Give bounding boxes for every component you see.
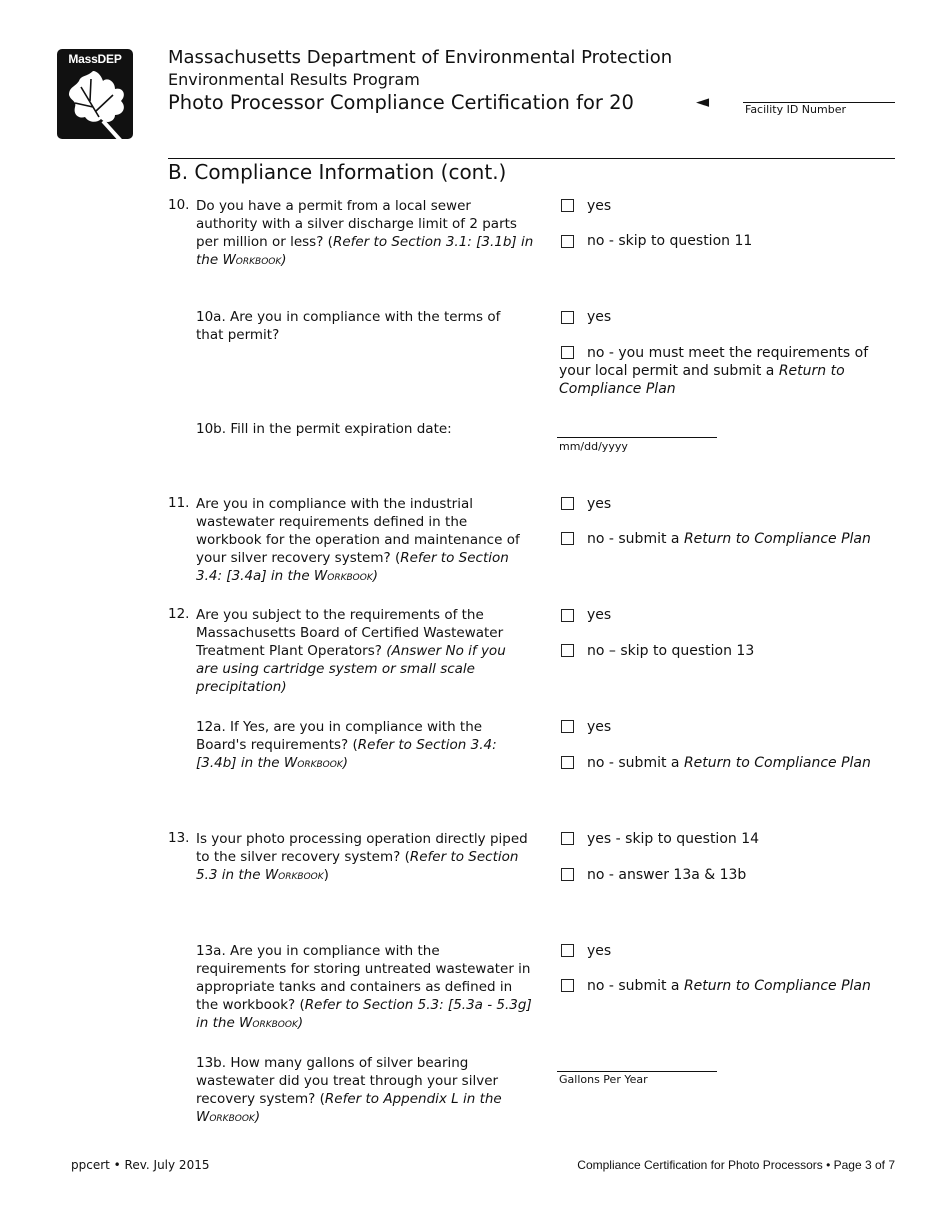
question-13a-text: 13a. Are you in compliance with the requirements for storing untreated wastewater in appropriate tanks and containers as defined in the workbook? (Refer to Section 5.3: [5.3a - 5.3g] in the Workbook) bbox=[196, 943, 532, 1031]
q10-yes-checkbox[interactable] bbox=[561, 199, 574, 212]
facility-id-label: Facility ID Number bbox=[745, 103, 846, 116]
question-number: 12. bbox=[168, 606, 190, 622]
question-13b-text: 13b. How many gallons of silver bearing wastewater did you treat through your silver recovery system? (Refer to Appendix L in the Workbook) bbox=[196, 1055, 502, 1125]
q12-no-checkbox[interactable] bbox=[561, 644, 574, 657]
q11-yes-checkbox[interactable] bbox=[561, 497, 574, 510]
question-10a-text: 10a. Are you in compliance with the terms of that permit? bbox=[196, 309, 501, 343]
q13-yes-label: yes - skip to question 14 bbox=[587, 831, 760, 847]
q10a-yes-label: yes bbox=[587, 309, 612, 325]
footer-page-info: Compliance Certification for Photo Processors • Page 3 of 7 bbox=[577, 1158, 895, 1172]
q12a-no-label: no - submit a Return to Compliance Plan bbox=[587, 755, 871, 771]
date-format-label: mm/dd/yyyy bbox=[559, 440, 628, 453]
q13a-no-label: no - submit a Return to Compliance Plan bbox=[587, 978, 871, 994]
q12a-yes-label: yes bbox=[587, 719, 612, 735]
section-divider bbox=[168, 158, 895, 159]
q13-no-label: no - answer 13a & 13b bbox=[587, 867, 747, 883]
question-10-text: Do you have a permit from a local sewer authority with a silver discharge limit of 2 parts per million or less? (Refer to Section 3.1: [3.1b] in the Workbook) bbox=[196, 198, 534, 268]
arrow-left-icon: ◄ bbox=[696, 92, 710, 112]
q12a-no-checkbox[interactable] bbox=[561, 756, 574, 769]
q13a-yes-checkbox[interactable] bbox=[561, 944, 574, 957]
q10-no-label: no - skip to question 11 bbox=[587, 233, 753, 249]
massdep-logo bbox=[57, 49, 133, 141]
q12-no-label: no – skip to question 13 bbox=[587, 643, 755, 659]
q13-no-checkbox[interactable] bbox=[561, 868, 574, 881]
form-title: Photo Processor Compliance Certification for 20 bbox=[168, 91, 634, 114]
q10-yes-label: yes bbox=[587, 198, 612, 214]
q12-yes-label: yes bbox=[587, 607, 612, 623]
q13a-yes-label: yes bbox=[587, 943, 612, 959]
gallons-per-year-field[interactable] bbox=[557, 1071, 717, 1072]
q12a-yes-checkbox[interactable] bbox=[561, 720, 574, 733]
department-name: Massachusetts Department of Environmental Protection bbox=[168, 47, 673, 68]
q12-yes-checkbox[interactable] bbox=[561, 609, 574, 622]
question-11-text: Are you in compliance with the industrial wastewater requirements defined in the workbook for the operation and maintenance of your silver recovery system? (Refer to Section 3.4: [3.4a] in the Workbook) bbox=[196, 496, 520, 584]
question-13-text: Is your photo processing operation directly piped to the silver recovery system? (Refer to Section 5.3 in the Workbook) bbox=[196, 831, 528, 883]
question-12-text: Are you subject to the requirements of the Massachusetts Board of Certified Wastewater Treatment Plant Operators? (Answer No if you are using cartridge system or small scale precipitation) bbox=[196, 607, 506, 695]
permit-expiration-date-field[interactable] bbox=[557, 437, 717, 438]
oak-leaf-icon bbox=[63, 65, 133, 143]
question-number: 10. bbox=[168, 197, 190, 213]
q11-yes-label: yes bbox=[587, 496, 612, 512]
question-12a-text: 12a. If Yes, are you in compliance with the Board's requirements? (Refer to Section 3.4: [3.4b] in the Workbook) bbox=[196, 719, 497, 771]
question-number: 11. bbox=[168, 495, 190, 511]
section-title: B. Compliance Information (cont.) bbox=[168, 160, 507, 184]
program-name: Environmental Results Program bbox=[168, 70, 420, 89]
q13a-no-checkbox[interactable] bbox=[561, 979, 574, 992]
q11-no-label: no - submit a Return to Compliance Plan bbox=[587, 531, 871, 547]
logo-text: MassDEP bbox=[68, 52, 122, 66]
q13-yes-checkbox[interactable] bbox=[561, 832, 574, 845]
question-10b-text: 10b. Fill in the permit expiration date: bbox=[196, 421, 452, 437]
footer-revision: ppcert • Rev. July 2015 bbox=[71, 1158, 210, 1172]
question-number: 13. bbox=[168, 830, 190, 846]
q10-no-checkbox[interactable] bbox=[561, 235, 574, 248]
q11-no-checkbox[interactable] bbox=[561, 532, 574, 545]
q10a-no-label: no - you must meet the requirements of your local permit and submit a Return to Compliance Plan bbox=[559, 345, 869, 397]
gallons-per-year-label: Gallons Per Year bbox=[559, 1073, 648, 1086]
q10a-yes-checkbox[interactable] bbox=[561, 311, 574, 324]
